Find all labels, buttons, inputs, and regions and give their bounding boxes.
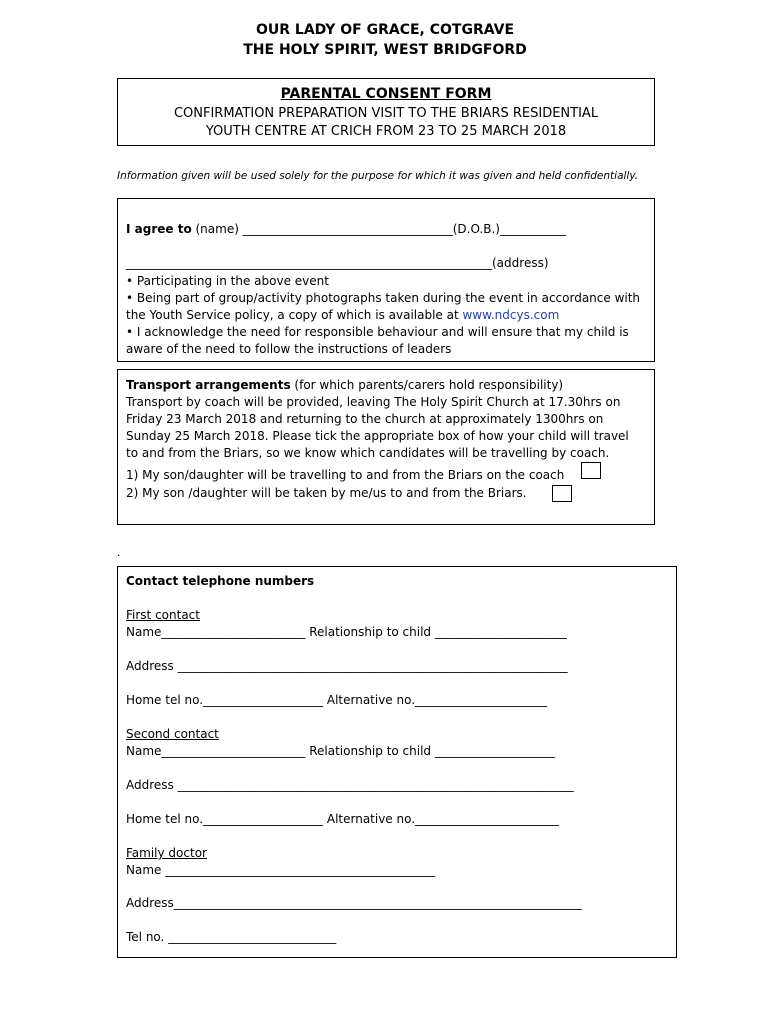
contacts-heading: Contact telephone numbers [126,574,315,588]
transport-text-3: Sunday 25 March 2018. Please tick the appropriate box of how your child will travel [126,429,629,443]
second-contact-address-field[interactable]: Address __________________________________________________________________ [126,778,574,792]
form-subtitle-2: YOUTH CENTRE AT CRICH FROM 23 TO 25 MARCH 2018 [205,124,567,139]
agreement-box [117,198,655,362]
agree-line [126,221,566,238]
form-title: PARENTAL CONSENT FORM [280,86,492,102]
ndcys-link[interactable]: www.ndcys.com [462,308,560,322]
transport-heading-line [126,377,563,394]
transport-heading-note: (for which parents/carers hold responsibility) [290,378,564,392]
bullet-photographs: • Being part of group/activity photographs taken during the event in accordance with [126,291,641,305]
school-name-line2: THE HOLY SPIRIT, WEST BRIDGFORD [243,42,527,58]
transport-text-4: to and from the Briars, so we know which candidates will be travelling by coach. [126,446,610,460]
agree-label: I agree to [126,222,192,236]
transport-heading: Transport arrangements [126,378,291,392]
transport-text-1: Transport by coach will be provided, leaving The Holy Spirit Church at 17.30hrs on [126,395,621,409]
confidentiality-note: Information given will be used solely for the purpose for which it was given and held confidentially. [117,170,639,182]
bullet-photographs-cont [126,307,559,324]
first-contact-address-field[interactable]: Address _________________________________________________________________ [126,659,568,673]
second-contact-name-field[interactable]: Name________________________ Relationship to child ____________________ [126,744,555,758]
contacts-box [117,566,677,958]
first-contact-tel-field[interactable]: Home tel no.____________________ Alternative no.______________________ [126,693,548,707]
transport-text-2: Friday 23 March 2018 and returning to the church at approximately 1300hrs on [126,412,604,426]
coach-checkbox[interactable] [581,462,601,479]
transport-box [117,369,655,525]
transport-option-coach: 1) My son/daughter will be travelling to and from the Briars on the coach [126,468,565,482]
family-doctor-label: Family doctor [126,846,207,860]
parent-checkbox[interactable] [552,485,572,502]
doctor-tel-field[interactable]: Tel no. ____________________________ [126,930,337,944]
stray-dot: . [117,548,121,559]
bullet-participating: • Participating in the above event [126,274,329,288]
first-contact-label: First contact [126,608,200,622]
second-contact-tel-field[interactable]: Home tel no.____________________ Alternative no.________________________ [126,812,560,826]
doctor-address-field[interactable]: Address____________________________________________________________________ [126,896,582,910]
bullet-behaviour-cont: aware of the need to follow the instructions of leaders [126,342,452,356]
transport-option-parent: 2) My son /daughter will be taken by me/us to and from the Briars. [126,486,527,500]
first-contact-name-field[interactable]: Name________________________ Relationship to child ______________________ [126,625,567,639]
title-box [117,78,655,146]
address-field[interactable]: _____________________________________________________________(address) [126,256,549,270]
doctor-name-field[interactable]: Name _____________________________________________ [126,863,436,877]
policy-text: the Youth Service policy, a copy of which is available at [126,308,463,322]
form-subtitle-1: CONFIRMATION PREPARATION VISIT TO THE BRIARS RESIDENTIAL [173,106,599,121]
name-dob-field[interactable]: (name) ___________________________________(D.O.B.)___________ [191,222,566,236]
bullet-behaviour: • I acknowledge the need for responsible behaviour and will ensure that my child is [126,325,629,339]
school-name-line1: OUR LADY OF GRACE, COTGRAVE [255,22,515,38]
second-contact-label: Second contact [126,727,219,741]
